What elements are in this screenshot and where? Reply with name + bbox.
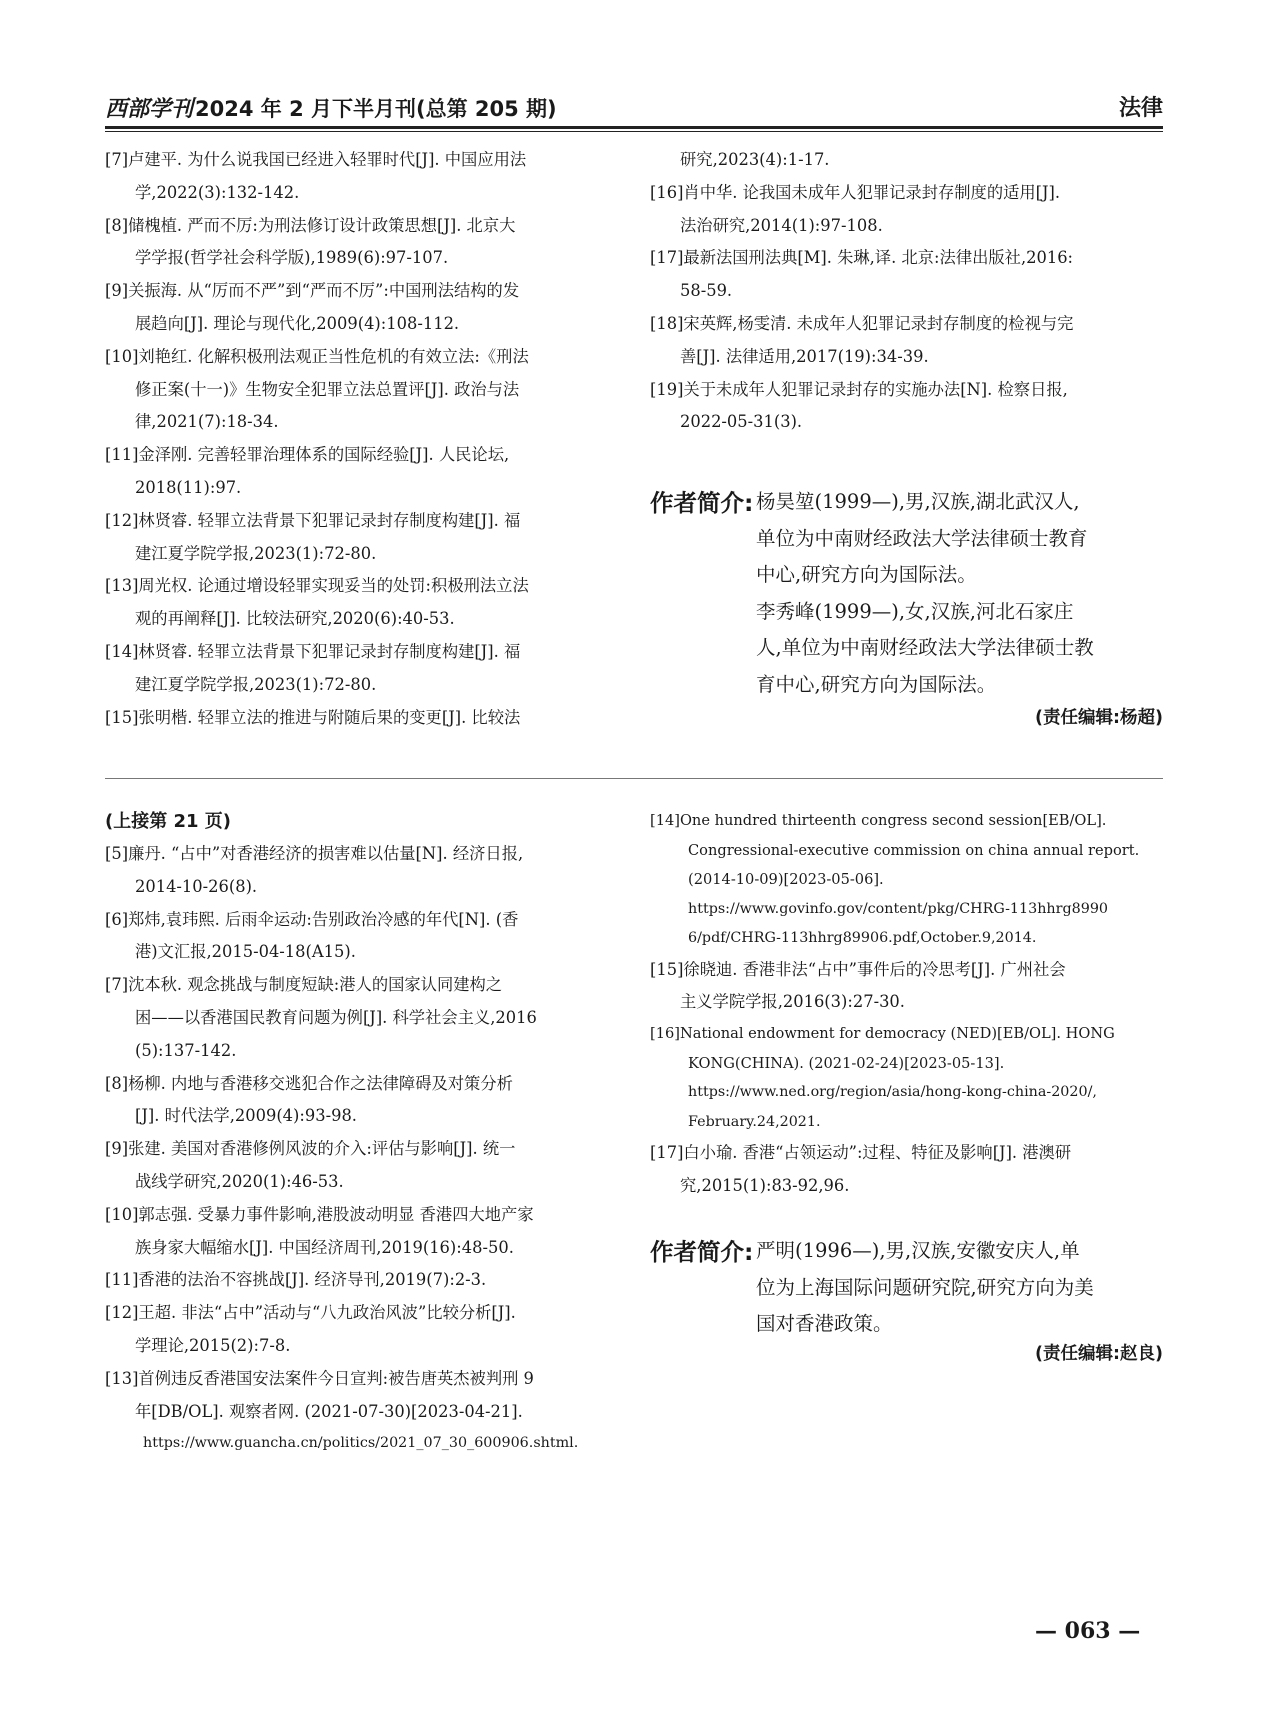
reference-text-line: 卢建平. 为什么说我国已经进入轻罪时代[J]. 中国应用法	[128, 150, 527, 169]
reference-text-line: (5):137-142.	[135, 1040, 237, 1060]
reference-item	[105, 1199, 618, 1265]
journal-logo: 西部学刊	[105, 96, 194, 122]
reference-text-line: 关于未成年人犯罪记录封存的实施办法[N]. 检察日报,	[683, 379, 1068, 399]
reference-item	[105, 1133, 618, 1199]
reference-number: [7]	[105, 975, 129, 995]
reference-item	[650, 177, 1163, 243]
reference-text-line: 沈本秋. 观念挑战与制度短缺:港人的国家认同建构之	[128, 975, 503, 995]
reference-text-line: 2022-05-31(3).	[680, 412, 803, 432]
reference-text-line: 郭志强. 受暴力事件影响,港股波动明显 香港四大地产家	[138, 1204, 534, 1224]
reference-text-line: 学理论,2015(2):7-8.	[135, 1335, 291, 1355]
reference-item	[105, 904, 618, 970]
reference-text-line: 律,2021(7):18-34.	[135, 412, 279, 432]
reference-text-line: (2014-10-09)[2023-05-06].	[688, 871, 884, 888]
reference-number: [15]	[650, 959, 684, 979]
reference-text-line: 2018(11):97.	[135, 477, 242, 497]
top-author-bio	[650, 484, 1163, 704]
reference-url: https://www.ned.org/region/asia/hong-kong-china-2020/, February.24,2021.	[688, 1084, 1097, 1130]
reference-text-line: 首例违反香港国安法案件今日宣判:被告唐英杰被判刑 9	[138, 1368, 534, 1388]
reference-number: [11]	[105, 445, 139, 465]
reference-number: [16]	[650, 182, 684, 202]
bottom-right-references	[650, 806, 1163, 1203]
top-right-references	[650, 144, 1163, 439]
top-editor-credit: (责任编辑:杨超)	[1035, 708, 1163, 728]
reference-text-line: 最新法国刑法典[M]. 朱琳,译. 北京:法律出版社,2016:	[683, 248, 1074, 268]
reference-text-line: 香港的法治不容挑战[J]. 经济导刊,2019(7):2-3.	[138, 1270, 487, 1290]
reference-text-line: National endowment for democracy (NED)[EB/OL]. HONG	[679, 1025, 1115, 1043]
section-divider	[105, 778, 1163, 779]
reference-item	[650, 374, 1163, 440]
reference-number: [16]	[650, 1025, 680, 1043]
reference-number: [12]	[105, 1303, 139, 1323]
reference-text-line: 宋英辉,杨雯清. 未成年人犯罪记录封存制度的检视与完	[683, 313, 1074, 333]
reference-text-line: Congressional-executive commission on china annual report.	[688, 841, 1140, 859]
reference-number: [5]	[105, 844, 129, 863]
reference-text-line: 港)文汇报,2015-04-18(A15).	[135, 942, 356, 962]
reference-number: [8]	[105, 215, 129, 235]
reference-number: [10]	[105, 346, 139, 366]
reference-item	[650, 242, 1163, 308]
page-number: — 063 —	[1035, 1618, 1141, 1644]
author-bio-line: 单位为中南财经政法大学法律硕士教育	[756, 526, 1088, 550]
reference-text-line: 张建. 美国对香港修例风波的介入:评估与影响[J]. 统一	[128, 1139, 516, 1159]
reference-text-line: 肖中华. 论我国未成年人犯罪记录封存制度的适用[J].	[683, 182, 1061, 202]
reference-text-line: 主义学院学报,2016(3):27-30.	[680, 992, 905, 1012]
reference-text-line: 白小瑜. 香港“占领运动”:过程、特征及影响[J]. 港澳研	[683, 1143, 1072, 1163]
reference-continuation: 研究,2023(4):1-17.	[680, 150, 830, 169]
journal-issue-line	[105, 92, 557, 123]
reference-text-line: 关振海. 从“厉而不严”到“严而不厉”:中国刑法结构的发	[128, 281, 520, 301]
reference-text-line: 年[DB/OL]. 观察者网. (2021-07-30)[2023-04-21].	[135, 1401, 523, 1421]
author-bio-line: 中心,研究方向为国际法。	[756, 563, 977, 586]
reference-text-line: 王超. 非法“占中”活动与“八九政治风波”比较分析[J].	[138, 1303, 516, 1323]
reference-number: [7]	[105, 150, 129, 169]
reference-number: [9]	[105, 1139, 129, 1159]
author-bio-text	[756, 484, 1139, 703]
running-header	[105, 88, 1163, 128]
reference-text-line: KONG(CHINA). (2021-02-24)[2023-05-13].	[688, 1054, 1005, 1072]
reference-number: [19]	[650, 379, 684, 399]
author-bio-line: 严明(1996—),男,汉族,安徽安庆人,单	[756, 1239, 1080, 1262]
reference-item	[105, 838, 618, 904]
reference-text-line: 58-59.	[680, 281, 733, 301]
reference-item	[105, 702, 618, 735]
author-bio-label: 作者简介:	[650, 1238, 754, 1266]
reference-text-line: 善[J]. 法律适用,2017(19):34-39.	[680, 346, 929, 366]
reference-number: [17]	[650, 248, 684, 268]
reference-number: [13]	[105, 576, 139, 596]
reference-number: [17]	[650, 1143, 684, 1163]
reference-item	[105, 1068, 618, 1134]
bottom-left-references	[105, 806, 618, 1458]
author-bio-line: 位为上海国际问题研究院,研究方向为美	[756, 1275, 1094, 1299]
reference-number: [15]	[105, 707, 139, 727]
author-bio-line: 人,单位为中南财经政法大学法律硕士教	[756, 636, 1094, 659]
reference-text-line: 林贤睿. 轻罪立法背景下犯罪记录封存制度构建[J]. 福	[138, 641, 521, 661]
author-bio-label: 作者简介:	[650, 489, 754, 517]
bottom-editor-credit: (责任编辑:赵良)	[1035, 1344, 1163, 1364]
reference-item	[105, 210, 618, 276]
reference-text-line: 刘艳红. 化解积极刑法观正当性危机的有效立法:《刑法	[138, 346, 529, 366]
reference-number: [9]	[105, 281, 129, 301]
reference-item	[105, 505, 618, 571]
reference-text-line: 困——以香港国民教育问题为例[J]. 科学社会主义,2016	[135, 1007, 537, 1027]
reference-item	[105, 1297, 618, 1363]
author-bio-line: 李秀峰(1999—),女,汉族,河北石家庄	[756, 599, 1074, 623]
reference-number: [11]	[105, 1270, 139, 1290]
reference-text-line: 战线学研究,2020(1):46-53.	[135, 1171, 344, 1191]
reference-number: [13]	[105, 1368, 139, 1388]
issue-info: 2024 年 2 月下半月刊(总第 205 期)	[195, 97, 557, 121]
reference-item	[105, 275, 618, 341]
reference-item	[105, 341, 618, 439]
reference-text-line: 建江夏学院学报,2023(1):72-80.	[135, 543, 377, 563]
reference-item	[105, 636, 618, 702]
reference-text-line: 法治研究,2014(1):97-108.	[680, 215, 883, 235]
header-rule-thin	[105, 131, 1163, 132]
reference-number: [6]	[105, 909, 129, 929]
reference-item	[650, 308, 1163, 374]
reference-item	[650, 954, 1163, 1020]
reference-item	[105, 969, 618, 1067]
reference-text-line: 张明楷. 轻罪立法的推进与附随后果的变更[J]. 比较法	[138, 707, 521, 727]
reference-text-line: 展趋向[J]. 理论与现代化,2009(4):108-112.	[135, 313, 460, 333]
top-left-references	[105, 144, 618, 734]
reference-url: https://www.govinfo.gov/content/pkg/CHRG-113hhrg8990 6/pdf/CHRG-113hhrg89906.pdf,October.9,2014.	[688, 900, 1109, 946]
reference-text-line: 2014-10-26(8).	[135, 876, 258, 896]
reference-item	[650, 806, 1163, 895]
reference-text-line: 金泽刚. 完善轻罪治理体系的国际经验[J]. 人民论坛,	[138, 445, 510, 465]
reference-text-line: 周光权. 论通过增设轻罪实现妥当的处罚:积极刑法立法	[138, 576, 529, 596]
reference-number: [14]	[650, 812, 680, 829]
reference-url: https://www.guancha.cn/politics/2021_07_30_600906.shtml.	[143, 1435, 579, 1452]
header-rule-thick	[105, 126, 1163, 129]
reference-number: [18]	[650, 313, 684, 333]
reference-item	[105, 1363, 618, 1429]
reference-item	[650, 1019, 1163, 1078]
reference-text-line: 学,2022(3):132-142.	[135, 182, 300, 202]
reference-item	[105, 1264, 618, 1297]
reference-number: [8]	[105, 1073, 129, 1093]
reference-text-line: 修正案(十一)》生物安全犯罪立法总置评[J]. 政治与法	[135, 379, 520, 399]
author-bio-text	[756, 1233, 1139, 1343]
reference-text-line: 建江夏学院学报,2023(1):72-80.	[135, 674, 377, 694]
reference-number: [12]	[105, 510, 139, 530]
author-bio-line: 国对香港政策。	[756, 1312, 893, 1335]
section-label: 法律	[1118, 96, 1163, 121]
reference-text-line: 储槐植. 严而不厉:为刑法修订设计政策思想[J]. 北京大	[128, 215, 516, 235]
reference-text-line: 徐晓迪. 香港非法“占中”事件后的冷思考[J]. 广州社会	[683, 959, 1066, 979]
reference-text-line: One hundred thirteenth congress second session[EB/OL].	[679, 812, 1107, 829]
reference-text-line: 究,2015(1):83-92,96.	[680, 1175, 850, 1195]
bottom-author-bio	[650, 1233, 1163, 1353]
continued-from-label: (上接第 21 页)	[105, 811, 232, 832]
reference-item	[105, 570, 618, 636]
reference-number: [10]	[105, 1204, 139, 1224]
reference-text-line: 杨柳. 内地与香港移交逃犯合作之法律障碍及对策分析	[128, 1073, 513, 1093]
reference-item	[105, 144, 618, 210]
reference-number: [14]	[105, 641, 139, 661]
author-bio-line: 杨昊堃(1999—),男,汉族,湖北武汉人,	[756, 490, 1080, 513]
reference-text-line: 观的再阐释[J]. 比较法研究,2020(6):40-53.	[135, 609, 455, 629]
reference-text-line: 学学报(哲学社会科学版),1989(6):97-107.	[135, 248, 449, 268]
reference-item	[105, 439, 618, 505]
reference-text-line: 族身家大幅缩水[J]. 中国经济周刊,2019(16):48-50.	[135, 1237, 514, 1257]
author-bio-line: 育中心,研究方向为国际法。	[756, 672, 997, 696]
reference-text-line: [J]. 时代法学,2009(4):93-98.	[135, 1106, 357, 1126]
reference-text-line: 郑炜,袁玮熙. 后雨伞运动:告别政治冷感的年代[N]. (香	[128, 909, 519, 929]
reference-text-line: 林贤睿. 轻罪立法背景下犯罪记录封存制度构建[J]. 福	[138, 510, 521, 530]
reference-item	[650, 1137, 1163, 1203]
reference-text-line: 廉丹. “占中”对香港经济的损害难以估量[N]. 经济日报,	[128, 844, 524, 863]
